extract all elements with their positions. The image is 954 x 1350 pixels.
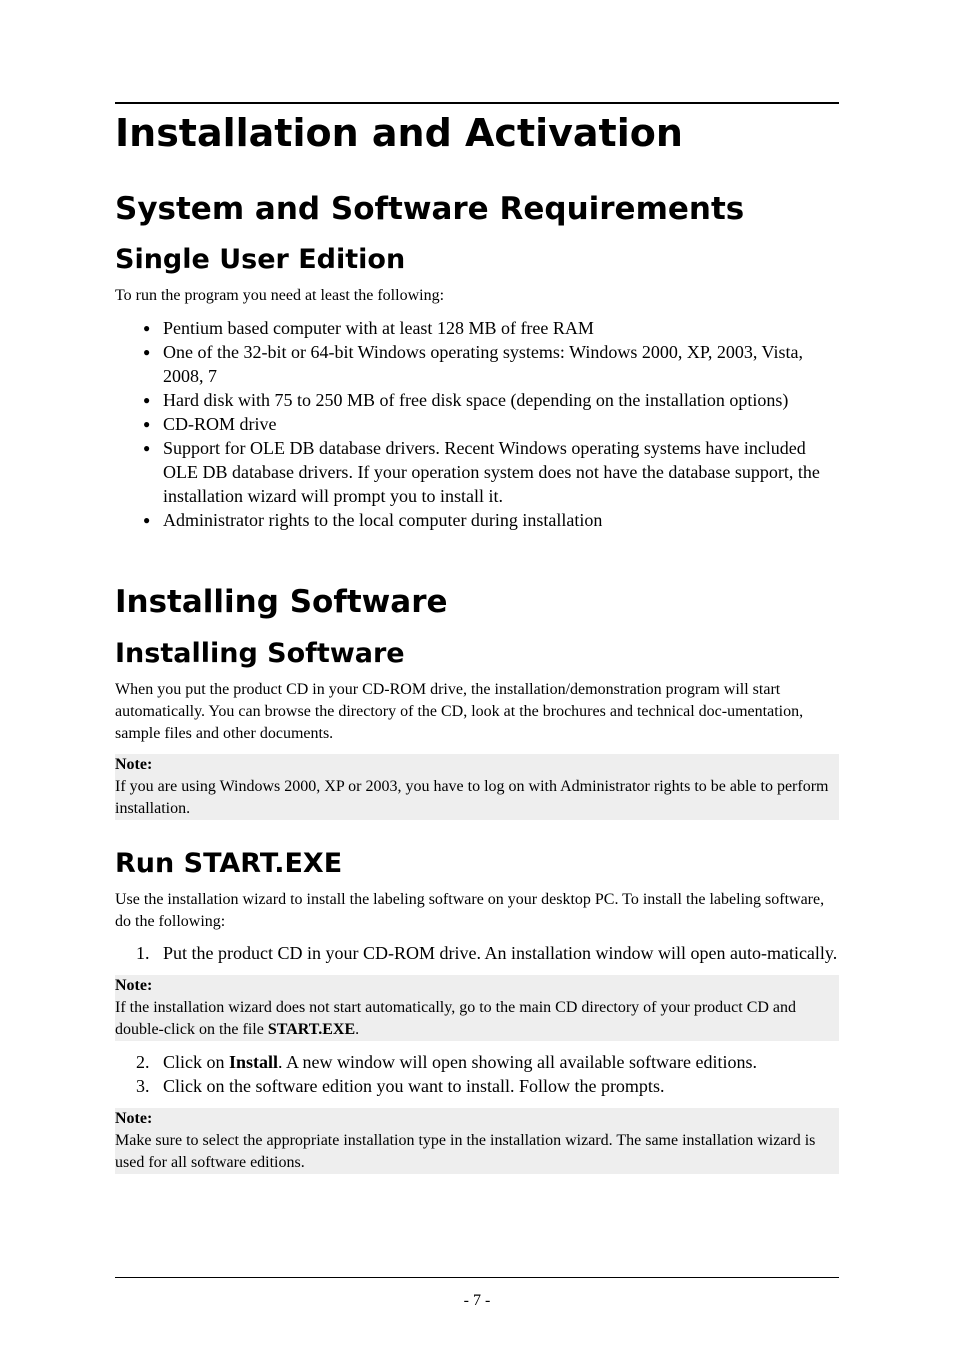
top-rule bbox=[115, 102, 839, 104]
note-text: If you are using Windows 2000, XP or 2003, you have to log on with Administrator rights to be able to perform installation. bbox=[115, 778, 829, 817]
footer-rule bbox=[115, 1277, 839, 1278]
section-heading-requirements: System and Software Requirements bbox=[115, 191, 745, 227]
requirements-intro: To run the program you need at least the following: bbox=[115, 287, 445, 304]
section-heading-run-start: Run START.EXE bbox=[115, 848, 343, 879]
bullet-icon: ● bbox=[143, 321, 151, 335]
list-item: 2. Click on Install. A new window will open showing all available software editions. bbox=[136, 1052, 757, 1072]
note-label: Note: bbox=[115, 756, 153, 773]
section-heading-installing: Installing Software bbox=[115, 584, 448, 620]
list-item: ● CD-ROM drive bbox=[143, 414, 277, 434]
note-label: Note: bbox=[115, 1110, 153, 1127]
chapter-title: Installation and Activation bbox=[115, 111, 683, 155]
bullet-icon: ● bbox=[143, 441, 151, 455]
requirements-list bbox=[115, 316, 839, 532]
subheading-installing: Installing Software bbox=[115, 638, 405, 669]
list-item: 3. Click on the software edition you want to install. Follow the prompts. bbox=[136, 1076, 665, 1096]
steps-list-1 bbox=[115, 941, 839, 965]
list-item: ● Pentium based computer with at least 128 MB of free RAM bbox=[143, 318, 594, 338]
note-text: Make sure to select the appropriate installation type in the installation wizard. The same installation wizard is used for all software editions. bbox=[115, 1132, 816, 1171]
installing-paragraph: When you put the product CD in your CD-ROM drive, the installation/demonstration program will start automatically. You can browse the directory of the CD, look at the brochures and technical doc-umentation, sample files and other documents. bbox=[115, 681, 804, 742]
note-box-install-type bbox=[115, 1108, 839, 1174]
list-item: ● Hard disk with 75 to 250 MB of free disk space (depending on the installation options) bbox=[143, 390, 789, 410]
note-label: Note: bbox=[115, 977, 153, 994]
steps-list-2 bbox=[115, 1050, 839, 1098]
list-item: 1. Put the product CD in your CD-ROM drive. An installation window will open auto-matically. bbox=[136, 943, 838, 963]
bullet-icon: ● bbox=[143, 393, 151, 407]
subheading-single-user: Single User Edition bbox=[115, 244, 406, 275]
bullet-icon: ● bbox=[143, 345, 151, 359]
list-item: ● Administrator rights to the local computer during installation bbox=[143, 510, 603, 530]
note-box-admin bbox=[115, 754, 839, 820]
run-start-paragraph: Use the installation wizard to install the labeling software on your desktop PC. To install the labeling software, do the following: bbox=[115, 891, 825, 930]
bullet-icon: ● bbox=[143, 513, 151, 527]
page-number: - 7 - bbox=[463, 1292, 491, 1309]
list-item: ● Support for OLE DB database drivers. Recent Windows operating systems have included OLE DB database drivers. If your operation system does not have the database support, the installation wizard will prompt you to install it. bbox=[143, 438, 820, 506]
list-item: ● One of the 32-bit or 64-bit Windows operating systems: Windows 2000, XP, 2003, Vista, 2008, 7 bbox=[143, 342, 803, 386]
note-text: If the installation wizard does not start automatically, go to the main CD directory of your product CD and double-click on the file START.EXE. bbox=[115, 999, 797, 1038]
document-page bbox=[115, 102, 839, 1174]
note-box-start-exe bbox=[115, 975, 839, 1041]
bullet-icon: ● bbox=[143, 417, 151, 431]
